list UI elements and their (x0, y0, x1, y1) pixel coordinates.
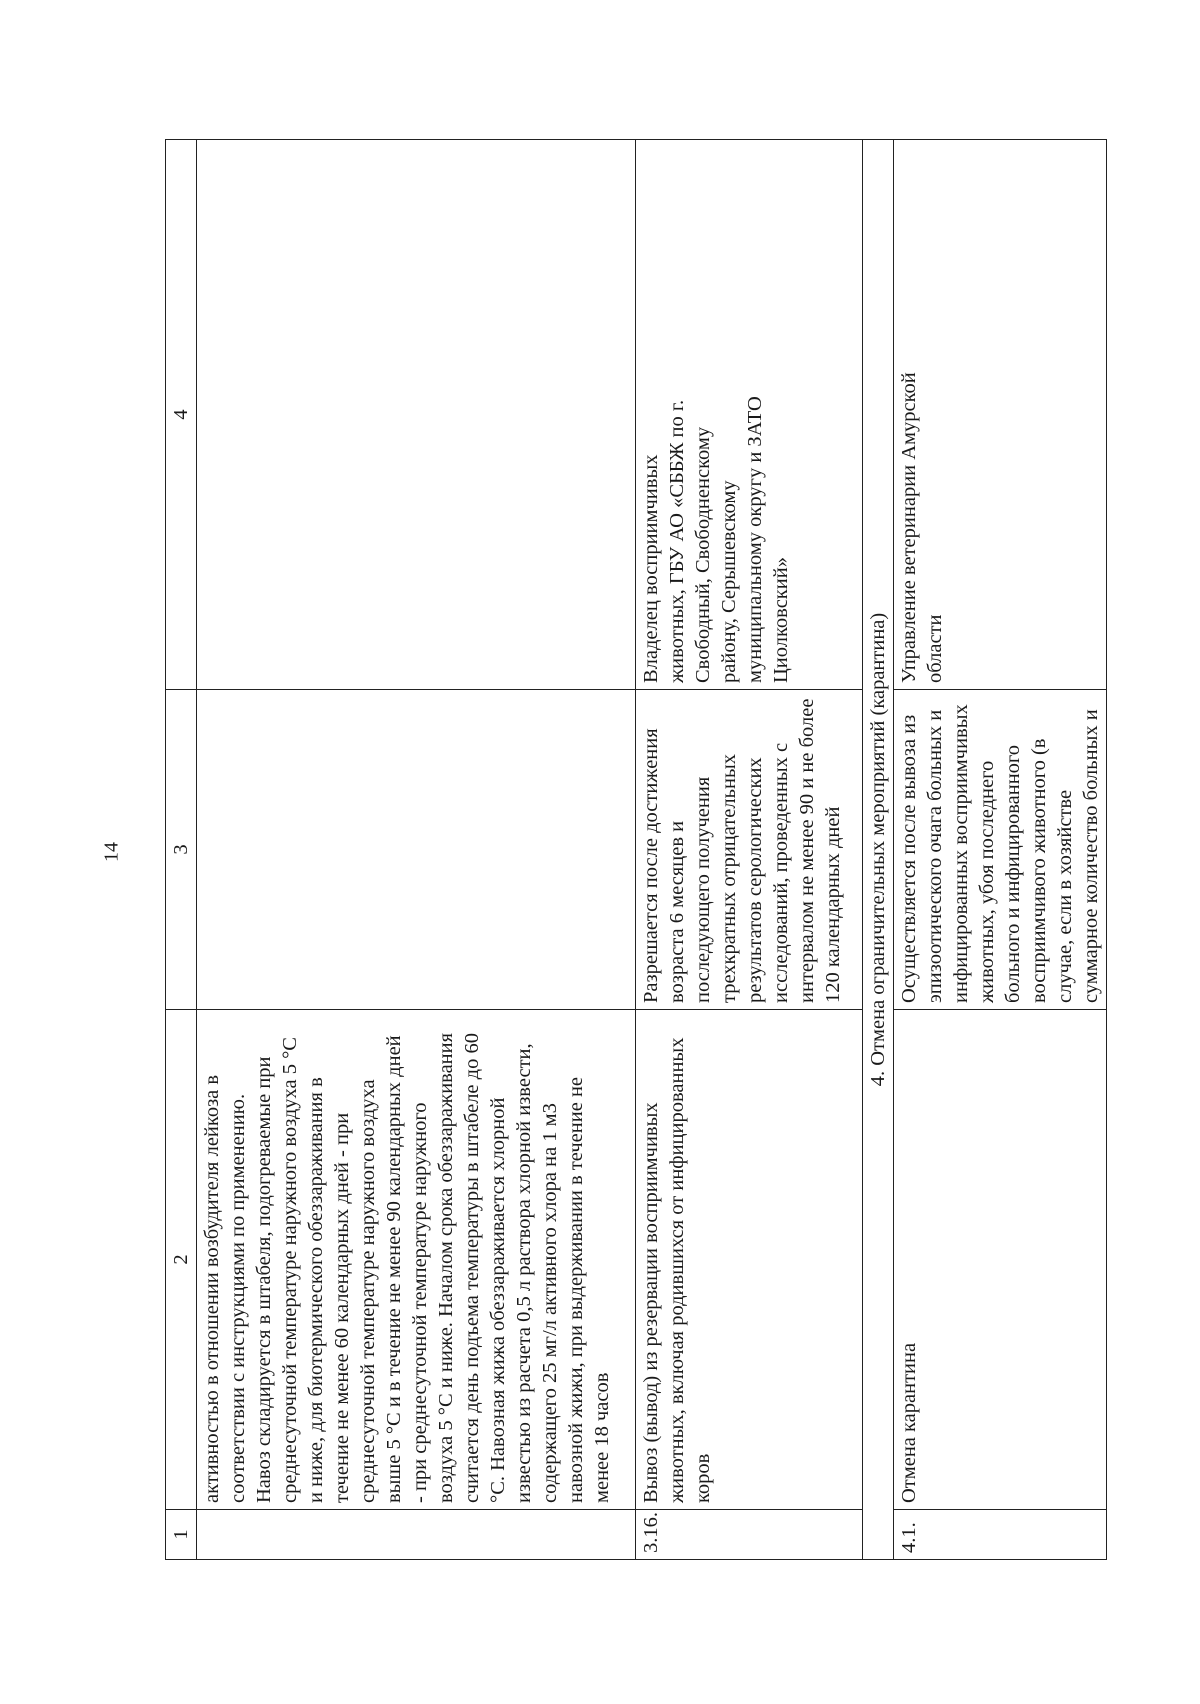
row-number: 3.16. (636, 1510, 863, 1560)
text-line: °С. Навозная жижа обеззараживается хлорной (487, 1097, 509, 1503)
measure-description (636, 1010, 863, 1510)
text-line: - при среднесуточной температуре наружного (409, 1102, 431, 1503)
table-row-continuation (197, 140, 636, 1560)
text-line: Владелец восприимчивых (640, 454, 662, 683)
responsible-party (636, 140, 863, 690)
text-line: Вывоз (вывод) из резервации восприимчивых (640, 1102, 662, 1503)
text-line: восприимчивого животного (в (1028, 738, 1050, 1003)
measure-conditions (636, 690, 863, 1010)
measure-description (197, 1010, 636, 1510)
section-4-row (863, 140, 894, 1560)
text-line: Навоз складируется в штабеля, подогреваемые при (253, 1056, 275, 1503)
text-line: случае, если в хозяйстве (1054, 789, 1076, 1003)
text-line: больного и инфицированного (1002, 744, 1024, 1003)
text-line: последующего получения (692, 776, 714, 1003)
text-line: соответствии с инструкциями по применению. (227, 1093, 249, 1503)
document-table-rotated (165, 140, 1102, 1560)
text-line: коров (692, 1453, 714, 1503)
text-line: возраста 6 месяцев и (666, 820, 688, 1003)
text-line: инфицированных восприимчивых (950, 704, 972, 1003)
text-line: трехкратных отрицательных (718, 754, 740, 1003)
table-row-3-16 (636, 140, 863, 1560)
page-number: 14 (100, 842, 123, 862)
text-line: среднесуточной температуре наружного воздуха 5 °С (279, 1037, 301, 1503)
text-line: муниципальному округу и ЗАТО (744, 396, 766, 683)
table-row-4-1 (894, 140, 1107, 1560)
text-line: результатов серологических (744, 757, 766, 1003)
header-col-4: 4 (166, 140, 197, 690)
text-line: суммарное количество больных и (1080, 709, 1102, 1003)
header-col-2: 2 (166, 1010, 197, 1510)
responsible-party (197, 140, 636, 690)
text-line: известью из расчета 0,5 л раствора хлорной извести, (513, 1043, 535, 1503)
measure-conditions (197, 690, 636, 1010)
row-number: 4.1. (894, 1510, 1107, 1560)
row-number (197, 1510, 636, 1560)
text-line: Циолковский» (770, 557, 792, 683)
header-col-3: 3 (166, 690, 197, 1010)
text-line: 120 календарных дней (822, 806, 844, 1003)
text-line: Осуществляется после вывоза из (898, 714, 920, 1003)
section-title: 4. Отмена ограничительных мероприятий (карантина) (863, 140, 894, 1560)
text-line: содержащего 25 мг/л активного хлора на 1 м3 (539, 1103, 561, 1503)
measure-conditions (894, 690, 1107, 1010)
measure-description (894, 1010, 1107, 1510)
text-line: области (924, 614, 946, 683)
text-line: навозной жижи, при выдерживании в течение не (565, 1076, 587, 1503)
text-line: животных, включая родившихся от инфицированных (666, 1037, 688, 1503)
text-line: среднесуточной температуре наружного воздуха (357, 1079, 379, 1503)
text-line: считается день подъема температуры в штабеле до 60 (461, 1033, 483, 1503)
table-header-row (166, 140, 197, 1560)
text-line: животных, убоя последнего (976, 760, 998, 1003)
text-line: Разрешается после достижения (640, 728, 662, 1003)
text-line: животных, ГБУ АО «СББЖ по г. (666, 399, 688, 683)
text-line: Отмена карантина (898, 1342, 920, 1503)
text-line: интервалом не менее 90 и не более (796, 698, 818, 1003)
text-line: течение не менее 60 календарных дней - при (331, 1112, 353, 1503)
text-line: воздуха 5 °С и ниже. Началом срока обеззараживания (435, 1032, 457, 1503)
text-line: району, Серышевскому (718, 480, 740, 683)
text-line: активностью в отношении возбудителя лейкоза в (201, 1074, 223, 1503)
responsible-party (894, 140, 1107, 690)
text-line: Свободный, Свободненскому (692, 426, 714, 683)
measures-table (165, 139, 1107, 1560)
text-line: менее 18 часов (591, 1372, 613, 1503)
header-col-1: 1 (166, 1510, 197, 1560)
text-line: эпизоотического очага больных и (924, 709, 946, 1003)
text-line: и ниже, для биотермического обеззараживания в (305, 1077, 327, 1503)
text-line: Управление ветеринарии Амурской (898, 372, 920, 683)
text-line: выше 5 °С и в течение не менее 90 календарных дней (383, 1035, 405, 1503)
text-line: исследований, проведенных с (770, 742, 792, 1003)
